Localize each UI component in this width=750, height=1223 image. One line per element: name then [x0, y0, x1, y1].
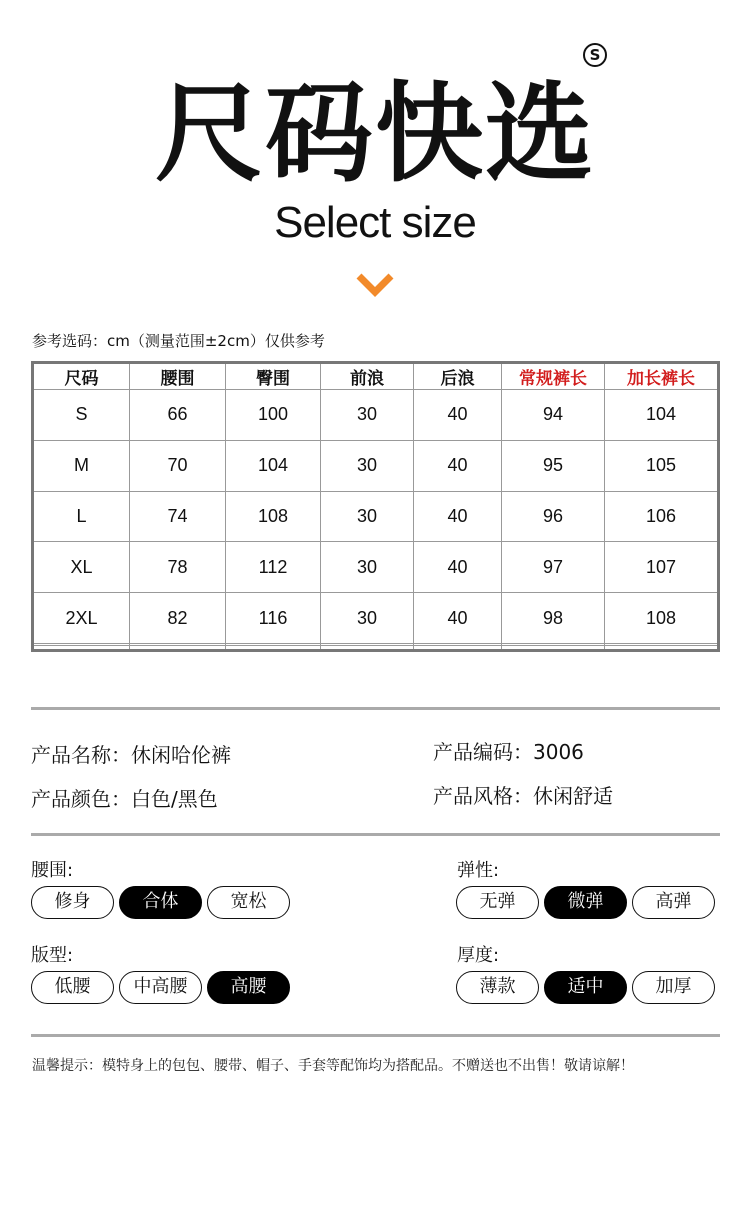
- table-cell: [321, 646, 414, 651]
- size-s-badge: S: [583, 43, 607, 67]
- table-cell: 66: [130, 390, 226, 441]
- table-cell: 30: [321, 542, 414, 593]
- table-header-row: [33, 363, 719, 390]
- header-cell: 前浪: [321, 363, 414, 390]
- header-cell: 腰围: [130, 363, 226, 390]
- table-cell: 30: [321, 440, 414, 491]
- elasticity-option: 高弹: [632, 886, 715, 919]
- table-cell: 30: [321, 390, 414, 441]
- table-cell: 106: [605, 491, 719, 542]
- header-cell: 尺码: [33, 363, 130, 390]
- table-cell: 105: [605, 440, 719, 491]
- table-cell: 100: [226, 390, 321, 441]
- table-cell: 94: [502, 390, 605, 441]
- page-title: 尺码快选: [154, 72, 595, 197]
- table-cell: S: [33, 390, 130, 441]
- table-row: [33, 440, 719, 491]
- table-cell: 40: [414, 491, 502, 542]
- thickness-option: 加厚: [632, 971, 715, 1004]
- table-cell: 78: [130, 542, 226, 593]
- table-cell: 116: [226, 593, 321, 644]
- waist-option: 宽松: [207, 886, 290, 919]
- table-cell: [502, 646, 605, 651]
- table-cell: 74: [130, 491, 226, 542]
- table-cell: [226, 646, 321, 651]
- fit-option: 高腰: [207, 971, 290, 1004]
- fit-label: 版型:: [31, 945, 74, 966]
- table-cell: 70: [130, 440, 226, 491]
- size-reference-note: 参考选码：cm（测量范围±2cm）仅供参考: [32, 332, 325, 350]
- size-table: [31, 361, 720, 652]
- table-cell: 98: [502, 593, 605, 644]
- chevron-down-icon: [356, 270, 394, 300]
- table-cell: L: [33, 491, 130, 542]
- table-cell: 40: [414, 390, 502, 441]
- header-cell: 后浪: [414, 363, 502, 390]
- elasticity-label: 弹性:: [457, 860, 500, 881]
- table-cell: 112: [226, 542, 321, 593]
- table-cell: 40: [414, 440, 502, 491]
- product-color: 产品颜色：白色/黑色: [31, 787, 218, 811]
- table-cell: 82: [130, 593, 226, 644]
- table-cell: 40: [414, 542, 502, 593]
- table-row: [33, 491, 719, 542]
- table-cell: 30: [321, 491, 414, 542]
- fit-option: 中高腰: [119, 971, 202, 1004]
- header-cell: 常规裤长: [502, 363, 605, 390]
- product-style: 产品风格：休闲舒适: [433, 784, 613, 808]
- header-cell: 臀围: [226, 363, 321, 390]
- table-row: [33, 646, 719, 651]
- table-cell: 107: [605, 542, 719, 593]
- product-code: 产品编码：3006: [433, 740, 584, 764]
- table-cell: M: [33, 440, 130, 491]
- table-cell: 104: [605, 390, 719, 441]
- table-cell: 2XL: [33, 593, 130, 644]
- table-cell: 104: [226, 440, 321, 491]
- waist-option: 合体: [119, 886, 202, 919]
- table-cell: 30: [321, 593, 414, 644]
- table-cell: [130, 646, 226, 651]
- table-cell: 97: [502, 542, 605, 593]
- elasticity-option: 无弹: [456, 886, 539, 919]
- warm-tip: 温馨提示：模特身上的包包、腰带、帽子、手套等配饰均为搭配品。不赠送也不出售！敬请谅解！: [32, 1058, 634, 1074]
- divider: [31, 833, 720, 836]
- table-row: [33, 390, 719, 441]
- elasticity-option: 微弹: [544, 886, 627, 919]
- table-cell: XL: [33, 542, 130, 593]
- table-cell: 108: [226, 491, 321, 542]
- thickness-option: 适中: [544, 971, 627, 1004]
- table-cell: 40: [414, 593, 502, 644]
- fit-option: 低腰: [31, 971, 114, 1004]
- thickness-option: 薄款: [456, 971, 539, 1004]
- table-cell: 95: [502, 440, 605, 491]
- page-subtitle: Select size: [274, 198, 476, 247]
- table-row: [33, 542, 719, 593]
- table-row: [33, 593, 719, 644]
- table-cell: [605, 646, 719, 651]
- table-cell: 108: [605, 593, 719, 644]
- thickness-label: 厚度:: [457, 945, 500, 966]
- divider: [31, 707, 720, 710]
- divider: [31, 1034, 720, 1037]
- waist-option: 修身: [31, 886, 114, 919]
- table-cell: [414, 646, 502, 651]
- waist-label: 腰围:: [31, 860, 74, 881]
- product-name: 产品名称：休闲哈伦裤: [31, 743, 231, 767]
- header-cell: 加长裤长: [605, 363, 719, 390]
- table-cell: [33, 646, 130, 651]
- table-cell: 96: [502, 491, 605, 542]
